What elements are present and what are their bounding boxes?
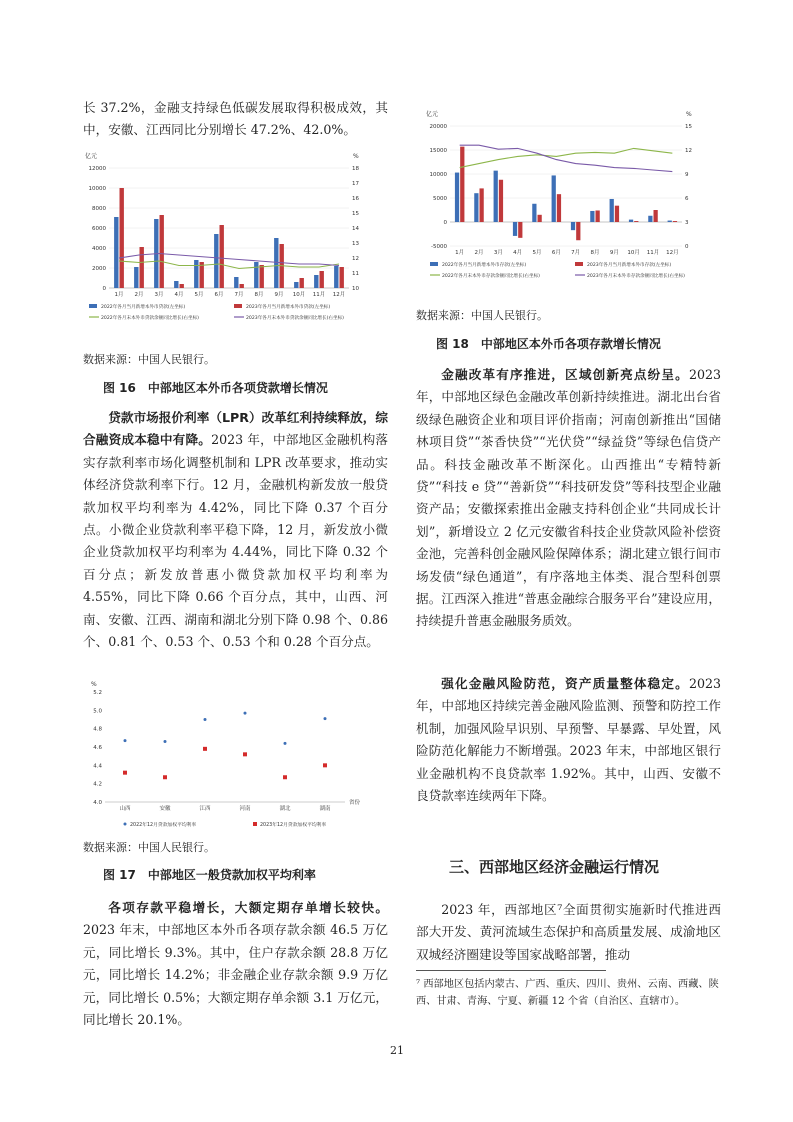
- legend-swatch: [89, 304, 97, 308]
- series-line: [119, 254, 339, 266]
- y2-tick-label: 9: [685, 172, 689, 178]
- y2-tick-label: 0: [685, 244, 689, 250]
- fig18-caption: 图 18 中部地区本外币各项存款增长情况: [436, 337, 661, 351]
- bar: [552, 175, 556, 222]
- paragraph-reform-heading: 金融改革有序推进，区域创新亮点纷呈。: [441, 367, 689, 382]
- left-column: [83, 97, 388, 142]
- y-tick-label: 15000: [429, 148, 447, 154]
- bar: [610, 199, 614, 222]
- y2-tick-label: 16: [352, 196, 359, 202]
- y2-tick-label: 14: [352, 226, 359, 232]
- bar: [648, 216, 652, 222]
- x-tick-label: 1月: [455, 250, 465, 256]
- scatter-point: [284, 742, 287, 745]
- y-tick-label: 6000: [92, 226, 106, 232]
- y2-tick-label: 13: [352, 241, 359, 247]
- bar: [334, 266, 338, 288]
- y-tick-label: 4.8: [93, 726, 102, 733]
- scatter-point: [204, 718, 207, 721]
- bar: [134, 267, 138, 288]
- bar: [320, 271, 324, 288]
- bar: [174, 281, 178, 288]
- y2-tick-label: 3: [685, 220, 689, 226]
- bar: [214, 234, 218, 288]
- paragraph-risk-heading: 强化金融风险防范，资产质量整体稳定。: [441, 676, 689, 691]
- x-tick-label: 12月: [666, 250, 679, 256]
- paragraph-lpr-heading: 贷款市场报价利率（LPR）改革红利持续释放，综合融资成本稳中有降。: [83, 410, 388, 448]
- x-tick-label: 8月: [590, 250, 600, 256]
- page-number: 21: [390, 1044, 404, 1057]
- legend-swatch: [430, 262, 438, 266]
- y-tick-label: 8000: [92, 206, 106, 212]
- x-tick-label: 7月: [234, 292, 244, 298]
- x-tick-label: 山西: [119, 806, 131, 812]
- legend-label: 2022年各月末本外币贷款余额同比增长(右坐标): [101, 316, 199, 321]
- x-tick-label: 12月: [332, 292, 346, 298]
- fig17-chart: [83, 678, 373, 842]
- bar: [557, 194, 561, 222]
- bar: [120, 188, 124, 288]
- bar: [668, 221, 672, 222]
- x-tick-label: 江西: [199, 806, 211, 812]
- y-tick-label: 4.0: [93, 800, 102, 806]
- legend-label: 2022年各月当月新增本外币贷款(左坐标): [101, 305, 186, 310]
- footnote: ⁷ 西部地区包括内蒙古、广西、重庆、四川、贵州、云南、西藏、陕西、甘肃、青海、宁夏、新疆 12 个省（自治区、直辖市）。: [416, 979, 719, 1007]
- y2-tick-label: 15: [685, 124, 692, 130]
- x-tick-label: 11月: [646, 250, 660, 256]
- x-tick-label: 3月: [493, 250, 503, 256]
- paragraph-risk-body: 2023 年，中部地区持续完善金融风险监测、预警和防控工作机制，加强风险早识别、早预警、早暴露、早处置，风险防范化解能力不断增强。2023 年末，中部地区银行业金融机构不良贷款率 1.92%。其中，山西、安徽不良贷款率连续两年下降。: [416, 676, 721, 804]
- bar: [460, 147, 464, 222]
- y2-tick-label: 17: [352, 181, 359, 187]
- section-title: 三、西部地区经济金融运行情况: [449, 858, 660, 876]
- y-tick-label: 5.2: [93, 690, 102, 696]
- legend-label: 2022年各月当月新增本外币存款(左坐标): [442, 263, 527, 268]
- x-tick-label: 6月: [214, 292, 224, 298]
- paragraph-lpr: [83, 407, 388, 653]
- x-tick-label: 河南: [239, 806, 251, 812]
- scatter-point: [164, 740, 167, 743]
- bar: [513, 222, 517, 236]
- x-tick-label: 11月: [312, 292, 326, 298]
- legend-swatch: [124, 823, 127, 826]
- x-tick-label: 1月: [114, 292, 124, 298]
- y-unit-label: %: [91, 681, 97, 688]
- paragraph-west-body: 2023 年，西部地区⁷全面贯彻实施新时代推进西部大开发、黄河流域生态保护和高质量发展、成渝地区双城经济圈建设等国家战略部署，推动: [416, 902, 721, 962]
- x-tick-label: 4月: [174, 292, 184, 298]
- bar: [314, 275, 318, 288]
- scatter-point: [243, 752, 247, 756]
- legend-swatch: [234, 304, 242, 308]
- paragraph-reform: [416, 364, 721, 633]
- y2-tick-label: 6: [685, 196, 689, 202]
- paragraph-lpr-body: 2023 年，中部地区金融机构落实存款利率市场化调整机制和 LPR 改革要求，推动实体经济贷款利率下行。12 月，金融机构新发放一般贷款加权平均利率为 4.42%，同比下降 0.37 个百分点。小微企业贷款利率平稳下降，12 月，新发放小微企业贷款加权平均利率为 4.44%，同比下降 0.32 个百分点；新发放普惠小微贷款加权平均利率为 4.55%，同比下降 0.66 个百分点，其中，山西、河南、安徽、江西、湖南和湖北分别下降 0.98 个、0.86 个、0.81 个、0.53 个、0.53 个和 0.28 个百分点。: [83, 432, 389, 650]
- bar: [615, 206, 619, 222]
- y-tick-label: 4.6: [93, 745, 102, 751]
- x-tick-label: 7月: [571, 250, 581, 256]
- fig16-chart: [83, 148, 373, 342]
- y-tick-label: 10000: [88, 186, 106, 192]
- right-unit-label: %: [686, 111, 692, 118]
- y-tick-label: 4.4: [93, 763, 102, 770]
- x-tick-label: 安徽: [159, 806, 171, 812]
- bar: [140, 247, 144, 288]
- bar: [240, 284, 244, 288]
- fig17-source: 数据来源：中国人民银行。: [83, 841, 215, 854]
- y-tick-label: 5.0: [93, 708, 102, 715]
- bar: [114, 217, 118, 288]
- x-tick-label: 9月: [609, 250, 619, 256]
- bar: [180, 284, 184, 288]
- fig17-caption: 图 17 中部地区一般贷款加权平均利率: [103, 868, 316, 882]
- bar: [220, 225, 224, 288]
- bar: [300, 278, 304, 288]
- bar: [518, 222, 522, 238]
- legend-label: 2023年各月当月新增本外币存款(左坐标): [587, 263, 672, 268]
- y-tick-label: 10000: [429, 172, 447, 178]
- y-tick-label: 4000: [92, 246, 106, 252]
- legend-label: 2023年12月贷款加权平均利率: [260, 823, 327, 828]
- x-tick-label: 4月: [513, 250, 523, 256]
- x-end-label: 省份: [349, 800, 361, 806]
- paragraph-deposit-body: 2023 年末，中部地区本外币各项存款余额 46.5 万亿元，同比增长 9.3%。其中，住户存款余额 28.8 万亿元，同比增长 14.2%；非金融企业存款余额 9.9 万亿元，同比增长 0.5%；大额定期存单余额 3.1 万亿元，同比增长 20.1%。: [83, 922, 388, 1028]
- scatter-point: [124, 739, 127, 742]
- bar: [538, 215, 542, 222]
- x-tick-label: 湖南: [319, 806, 331, 812]
- paragraph-deposit-heading: 各项存款平稳增长，大额定期存单增长较快。: [108, 900, 388, 915]
- bar: [634, 221, 638, 222]
- legend-label: 2023年各月当月新增本外币贷款(左坐标): [246, 305, 331, 310]
- y-tick-label: 0: [443, 220, 447, 226]
- bar: [160, 215, 164, 288]
- x-tick-label: 5月: [532, 250, 542, 256]
- bar: [590, 211, 594, 222]
- bar: [629, 220, 633, 222]
- fig18-source: 数据来源：中国人民银行。: [416, 309, 548, 322]
- paragraph-risk: [416, 673, 721, 807]
- x-tick-label: 湖北: [279, 806, 291, 812]
- y-tick-label: 20000: [429, 124, 447, 130]
- scatter-point: [244, 712, 247, 715]
- scatter-point: [203, 747, 207, 751]
- y2-tick-label: 10: [352, 286, 359, 292]
- y-tick-label: -5000: [431, 244, 447, 250]
- x-tick-label: 10月: [292, 292, 306, 298]
- scatter-point: [163, 775, 167, 779]
- x-tick-label: 6月: [551, 250, 561, 256]
- bar: [194, 260, 198, 288]
- bar: [532, 204, 536, 222]
- bar: [474, 193, 478, 222]
- x-tick-label: 2月: [134, 292, 144, 298]
- bar: [673, 221, 677, 222]
- x-tick-label: 10月: [627, 250, 640, 256]
- legend-label: 2023年各月末本外币贷款余额同比增长(右坐标): [246, 316, 344, 321]
- legend-swatch: [253, 822, 257, 826]
- bar: [499, 180, 503, 222]
- series-line: [460, 148, 673, 167]
- fig18-chart: [416, 104, 706, 293]
- y2-tick-label: 15: [352, 211, 359, 217]
- scatter-point: [283, 775, 287, 779]
- x-tick-label: 8月: [254, 292, 264, 298]
- footnote-divider: [416, 970, 606, 971]
- y-tick-label: 12000: [88, 166, 106, 172]
- y-tick-label: 2000: [92, 266, 106, 272]
- legend-label: 2023年各月末本外币存款余额同比增长(右坐标): [587, 274, 685, 279]
- x-tick-label: 3月: [154, 292, 164, 298]
- fig16-source: 数据来源：中国人民银行。: [83, 353, 215, 366]
- legend-label: 2022年12月贷款加权平均利率: [130, 823, 197, 828]
- bar: [260, 265, 264, 288]
- x-tick-label: 5月: [194, 292, 204, 298]
- y-tick-label: 5000: [433, 196, 447, 202]
- bar: [571, 222, 575, 230]
- left-unit-label: 亿元: [426, 111, 439, 118]
- left-unit-label: 亿元: [85, 153, 98, 160]
- scatter-point: [123, 771, 127, 775]
- y2-tick-label: 12: [352, 256, 359, 262]
- y2-tick-label: 11: [352, 271, 359, 277]
- legend-swatch: [575, 262, 583, 266]
- paragraph-intro: 长 37.2%，金融支持绿色低碳发展取得积极成效，其中，安徽、江西同比分别增长 47.2%、42.0%。: [83, 100, 388, 138]
- right-unit-label: %: [353, 153, 359, 160]
- x-tick-label: 9月: [274, 292, 284, 298]
- series-line: [119, 261, 339, 269]
- legend-label: 2022年各月末本外币存款余额同比增长(右坐标): [442, 274, 540, 279]
- bar: [294, 282, 298, 288]
- paragraph-west: [416, 899, 721, 966]
- bar: [274, 238, 278, 288]
- fig16-caption: 图 16 中部地区本外币各项贷款增长情况: [103, 381, 328, 395]
- scatter-point: [323, 763, 327, 767]
- scatter-point: [324, 717, 327, 720]
- bar: [654, 210, 658, 222]
- bar: [596, 210, 600, 222]
- bar: [340, 267, 344, 288]
- y-tick-label: 0: [102, 286, 106, 292]
- bar: [455, 173, 459, 222]
- bar: [576, 222, 580, 240]
- x-tick-label: 2月: [474, 250, 484, 256]
- y2-tick-label: 12: [685, 148, 692, 154]
- bar: [234, 277, 238, 288]
- y2-tick-label: 18: [352, 166, 359, 172]
- paragraph-reform-body: 2023 年，中部地区绿色金融改革创新持续推进。湖北出台省级绿色融资企业和项目评价指南；河南创新推出“国储林项目贷”“茶香快贷”“光伏贷”“绿益贷”等绿色信贷产品。科技金融改革不断深化。山西推出“专精特新贷”“科技 e 贷”“善新贷”“科技研发贷”等科技型企业融资产品；安徽探索推出金融支持科创企业“共同成长计划”，新增设立 2 亿元安徽省科技企业贷款风险补偿资金池，完善科创金融风险保障体系；湖北建立银行间市场发债“绿色通道”，有序落地主体类、混合型科创票据。江西深入推进“普惠金融综合服务平台”建设应用，持续提升普惠金融服务质效。: [416, 367, 721, 629]
- bar: [494, 171, 498, 222]
- y-tick-label: 4.2: [93, 781, 102, 788]
- paragraph-deposit: [83, 897, 388, 1031]
- bar: [254, 262, 258, 288]
- bar: [480, 188, 484, 222]
